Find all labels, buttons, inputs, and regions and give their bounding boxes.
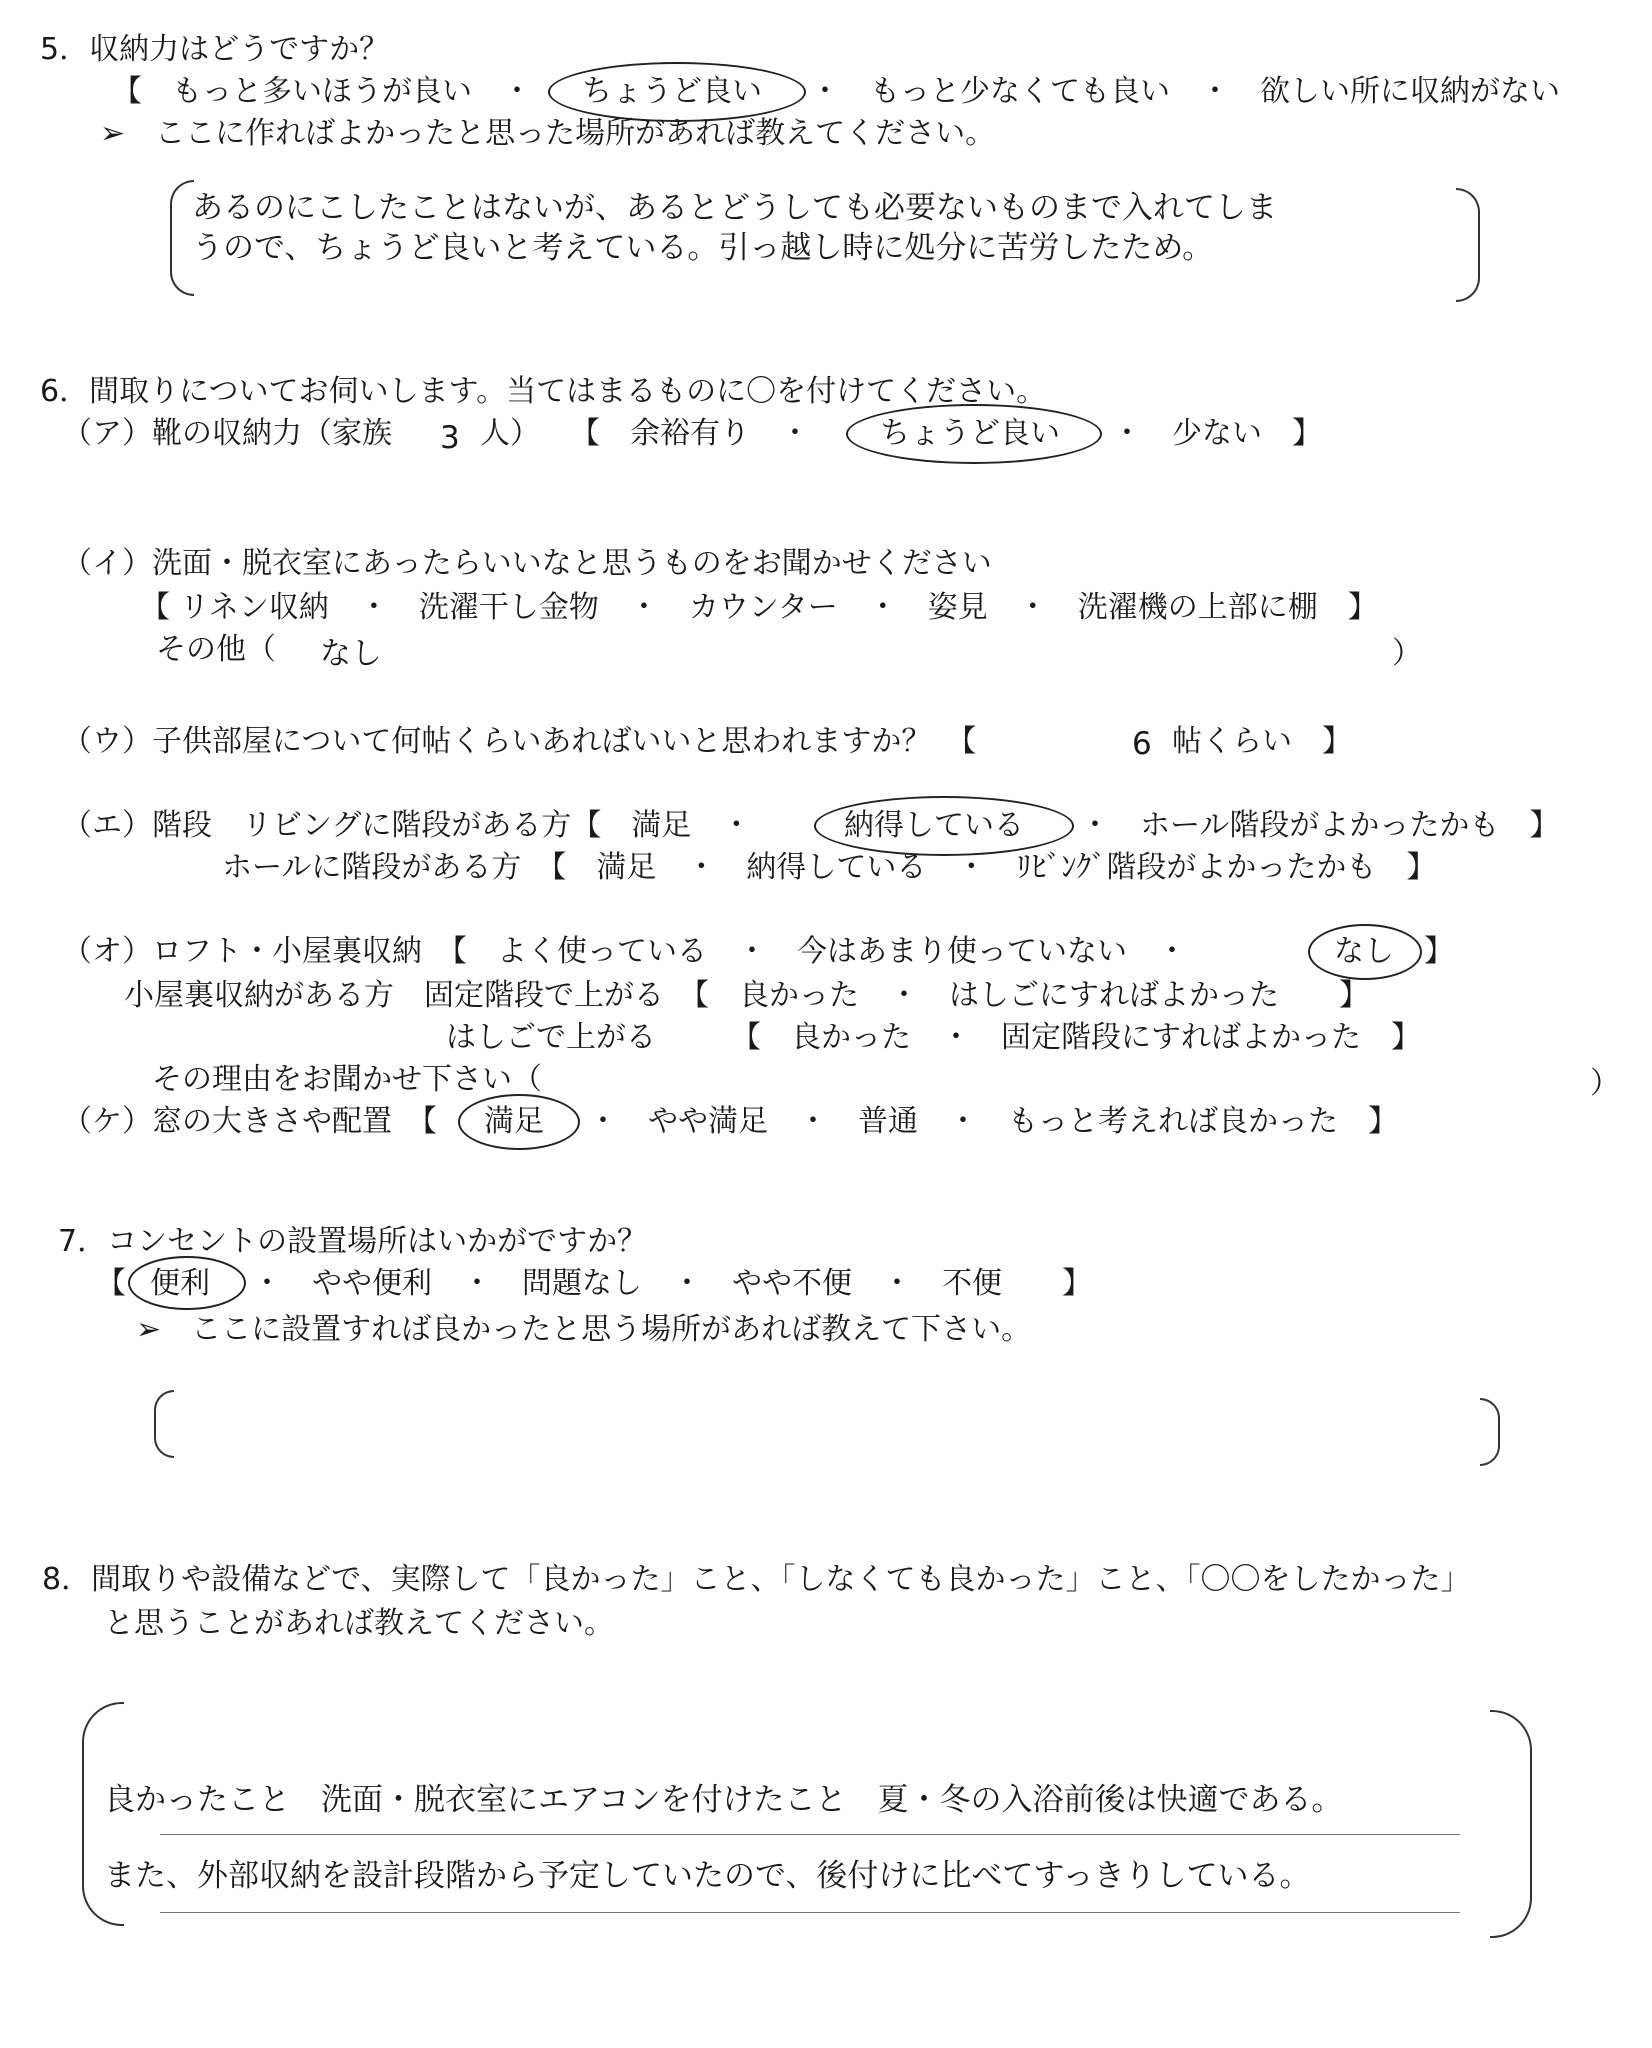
q6o-reason-close: ） [1590, 1066, 1620, 1101]
q8-title-line2: と思うことがあれば教えてください。 [104, 1606, 614, 1641]
q6i-other-value: なし [320, 636, 382, 672]
q6u-value: 6 [1132, 726, 1152, 762]
q7-open-bracket: 【 [96, 1266, 126, 1301]
q7-rest: ・ やや便利 ・ 問題なし ・ やや不便 ・ 不便 】 [252, 1266, 1092, 1301]
q6o-option-none[interactable]: なし [1334, 934, 1394, 969]
q6a-label2: 人） 【 余裕有り ・ [480, 416, 810, 451]
q6ke-rest: ・ やや満足 ・ 普通 ・ もっと考えれば良かった 】 [588, 1104, 1398, 1139]
q6e-label: （エ）階段 リビングに階段がある方【 満足 ・ [62, 808, 752, 843]
q7-title: 7．コンセントの設置場所はいかがですか？ [58, 1224, 648, 1259]
q7-option-convenient[interactable]: 便利 [150, 1266, 210, 1301]
q6o-ladder: はしごで上がる 【 良かった ・ 固定階段にすればよかった 】 [446, 1020, 1421, 1055]
q6a-rest: ・ 少ない 】 [1112, 416, 1322, 451]
q6a-label: （ア）靴の収納力（家族 [62, 416, 392, 451]
q7-answer-bracket-left [154, 1390, 174, 1458]
q8-answer-rule2 [160, 1912, 1460, 1913]
q6i-options: 【 リネン収納 ・ 洗濯干し金物 ・ カウンター ・ 姿見 ・ 洗濯機の上部に棚 】 [140, 590, 1378, 625]
q6o-label: （オ）ロフト・小屋裏収納 【 よく使っている ・ 今はあまり使っていない ・ [62, 934, 1187, 969]
q6ke-label: （ケ）窓の大きさや配置 【 [62, 1104, 437, 1139]
q6-title: 6．間取りについてお伺いします。当てはまるものに〇を付けてください。 [40, 374, 1047, 409]
q7-answer-bracket-right [1480, 1398, 1500, 1466]
q5-answer-line2: うので、ちょうど良いと考えている。引っ越し時に処分に苦労したため。 [192, 230, 1214, 266]
q6u-label: （ウ）子供部屋について何帖くらいあればいいと思われますか？ 【 [62, 724, 977, 759]
q5-answer-bracket-left [170, 180, 194, 296]
q8-answer-bracket-right [1490, 1710, 1532, 1938]
q6i-label: （イ）洗面・脱衣室にあったらいいなと思うものをお聞かせください [62, 546, 992, 581]
q5-option-more: 【 もっと多いほうが良い ・ [112, 74, 532, 109]
q5-option-just-right[interactable]: ちょうど良い [582, 74, 762, 109]
q8-answer-rule1 [160, 1834, 1460, 1835]
q8-answer-line2: また、外部収納を設計段階から予定していたので、後付けに比べてすっきりしている。 [104, 1858, 1311, 1894]
q5-answer-bracket-right [1456, 188, 1480, 302]
q6i-other-close: ） [1392, 636, 1422, 671]
q8-answer-line1: 良かったこと 洗面・脱衣室にエアコンを付けたこと 夏・冬の入浴前後は快適である。 [104, 1782, 1343, 1818]
q5-answer-line1: あるのにこしたことはないが、あるとどうしても必要ないものまで入れてしま [192, 190, 1277, 226]
q7-sub-prompt: ➢ ここに設置すれば良かったと思う場所があれば教えて下さい。 [136, 1312, 1032, 1347]
q6a-family-count: 3 [440, 420, 460, 456]
q5-option-rest: ・ もっと少なくても良い ・ 欲しい所に収納がない [810, 74, 1560, 109]
q6o-close: 】 [1424, 934, 1454, 969]
q5-sub-prompt: ➢ ここに作ればよかったと思った場所があれば教えてください。 [100, 116, 996, 151]
q6e-rest: ・ ホール階段がよかったかも 】 [1080, 808, 1560, 843]
q6e-hall: ホールに階段がある方 【 満足 ・ 納得している ・ ﾘﾋﾞﾝｸﾞ階段がよかったかも 】 [222, 850, 1437, 885]
q6u-unit: 帖くらい 】 [1172, 724, 1352, 759]
q6i-other-label: その他（ [156, 632, 276, 667]
q8-title-line1: 8．間取りや設備などで、実際して「良かった」こと、「しなくても良かった」こと、「〇〇をしたかった」 [42, 1562, 1471, 1597]
q6a-option-just-right[interactable]: ちょうど良い [880, 416, 1060, 451]
q6e-option-satisfied[interactable]: 納得している [844, 808, 1024, 843]
q5-title: 5．収納力はどうですか？ [40, 32, 390, 67]
q6ke-option-satisfied[interactable]: 満足 [484, 1104, 544, 1139]
q6o-fixed-stairs: 小屋裏収納がある方 固定階段で上がる 【 良かった ・ はしごにすればよかった 】 [124, 978, 1369, 1013]
q6o-reason-label: その理由をお聞かせ下さい（ [152, 1062, 542, 1097]
